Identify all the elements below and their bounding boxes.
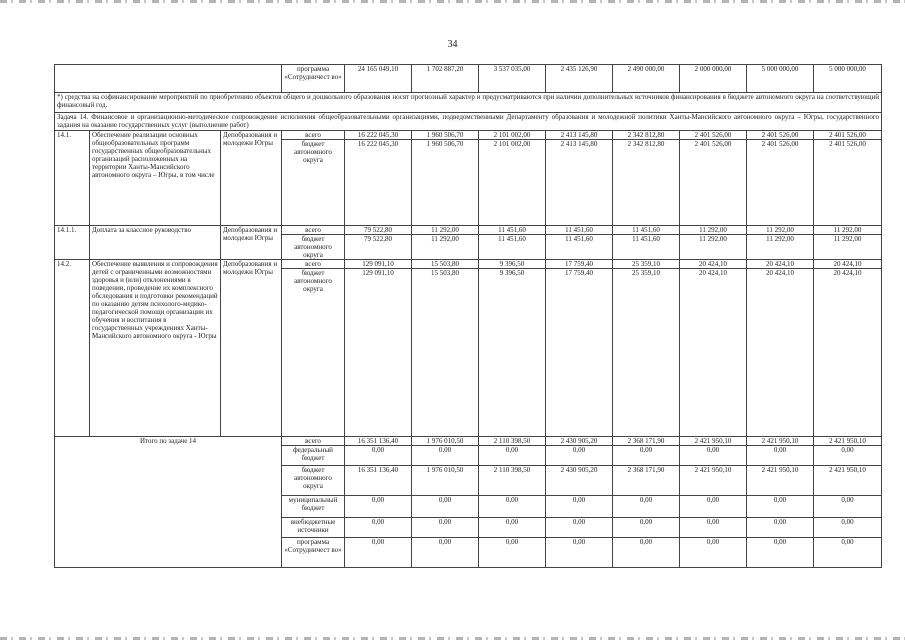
value-cell: 0,00 — [814, 538, 882, 568]
source-cell: всего — [282, 131, 345, 140]
value-cell: 0,00 — [412, 518, 479, 538]
table-body — [55, 65, 882, 568]
scan-artifact-top — [0, 0, 905, 3]
value-cell: 11 292,00 — [412, 235, 479, 260]
value-cell: 20 424,10 — [680, 269, 747, 437]
value-cell: 0,00 — [546, 496, 613, 518]
value-cell: 11 292,00 — [412, 226, 479, 235]
value-cell: 2 401 526,00 — [680, 140, 747, 226]
value-cell: 5 000 000,00 — [814, 65, 882, 93]
source-cell: всего — [282, 226, 345, 235]
source-cell: внебюджетные источники — [282, 518, 345, 538]
value-cell: 2 101 002,00 — [479, 131, 546, 140]
value-cell: 0,00 — [613, 538, 680, 568]
value-cell: 11 292,00 — [747, 226, 814, 235]
value-cell: 2 342 812,80 — [613, 131, 680, 140]
value-cell: 0,00 — [345, 496, 412, 518]
table-row — [55, 65, 882, 93]
value-cell: 20 424,10 — [814, 260, 882, 269]
value-cell: 0,00 — [680, 496, 747, 518]
measure-title: Обеспечение выявления и сопровождения детей с ограниченными возможностями здоровья и (или) отклонениями в поведении, проведение их комплексного обследования и подготовки рекомендаций по оказанию детям психолого-медико-педагогической помощи организации их обучения и воспитания в государственных учреждениях Ханты-Мансийского автономного округа - Югры — [90, 260, 221, 437]
value-cell: 11 451,60 — [613, 235, 680, 260]
value-cell: 15 503,80 — [412, 269, 479, 437]
measure-title: Обеспечение реализации основных общеобразовательных программ государственных общеобразовательных организаций расположенных на территории Ханты-Мансийского автономного округа – Югры, в том числе — [90, 131, 221, 226]
value-cell: 0,00 — [613, 446, 680, 466]
value-cell: 2 368 171,90 — [613, 466, 680, 496]
value-cell: 17 759,40 — [546, 269, 613, 437]
value-cell: 2 421 950,10 — [680, 437, 747, 446]
value-cell: 0,00 — [680, 518, 747, 538]
value-cell: 2 430 905,20 — [546, 437, 613, 446]
source-cell: бюджет автономного округа — [282, 269, 345, 437]
table-row — [55, 437, 882, 446]
value-cell: 0,00 — [747, 496, 814, 518]
value-cell: 20 424,10 — [747, 260, 814, 269]
value-cell: 79 522,80 — [345, 226, 412, 235]
value-cell: 2 421 950,10 — [747, 466, 814, 496]
value-cell: 20 424,10 — [814, 269, 882, 437]
table-row — [55, 113, 882, 131]
value-cell: 20 424,10 — [747, 269, 814, 437]
value-cell: 2 101 002,00 — [479, 140, 546, 226]
value-cell: 0,00 — [412, 446, 479, 466]
value-cell: 5 000 000,00 — [747, 65, 814, 93]
source-cell: программа «Сотрудничест во» — [282, 65, 345, 93]
value-cell: 15 503,80 — [412, 260, 479, 269]
value-cell: 0,00 — [814, 446, 882, 466]
source-cell: всего — [282, 260, 345, 269]
value-cell: 11 451,60 — [546, 235, 613, 260]
value-cell: 0,00 — [747, 518, 814, 538]
value-cell: 25 359,10 — [613, 269, 680, 437]
value-cell: 11 292,00 — [680, 226, 747, 235]
source-cell: муниципальный бюджет — [282, 496, 345, 518]
value-cell: 0,00 — [814, 518, 882, 538]
value-cell: 16 222 045,30 — [345, 131, 412, 140]
value-cell: 11 292,00 — [680, 235, 747, 260]
value-cell: 129 091,10 — [345, 269, 412, 437]
value-cell: 2 401 526,00 — [814, 131, 882, 140]
value-cell: 2 401 526,00 — [747, 140, 814, 226]
source-cell: федеральный бюджет — [282, 446, 345, 466]
source-cell: бюджет автономного округа — [282, 235, 345, 260]
value-cell: 0,00 — [613, 518, 680, 538]
value-cell: 11 292,00 — [747, 235, 814, 260]
value-cell: 0,00 — [747, 446, 814, 466]
value-cell: 16 222 045,30 — [345, 140, 412, 226]
task-header: Задача 14. Финансовое и организационно-методическое сопровождение исполнения общеобразовательными организациями, подведомственными Департаменту образования и молодежной политики Ханты-Мансийского автономного округа – Югры, государственного задания на оказание государственных услуг (выполнение работ) — [55, 113, 882, 131]
value-cell: 2 110 398,50 — [479, 466, 546, 496]
value-cell: 2 000 000,00 — [680, 65, 747, 93]
value-cell: 0,00 — [546, 538, 613, 568]
value-cell: 79 522,80 — [345, 235, 412, 260]
value-cell: 2 342 812,80 — [613, 140, 680, 226]
value-cell: 0,00 — [613, 496, 680, 518]
value-cell: 2 430 905,20 — [546, 466, 613, 496]
table-row — [55, 260, 882, 269]
value-cell: 2 421 950,10 — [747, 437, 814, 446]
value-cell: 1 976 010,50 — [412, 437, 479, 446]
value-cell: 25 359,10 — [613, 260, 680, 269]
source-cell: бюджет автономного округа — [282, 466, 345, 496]
table-row — [55, 226, 882, 235]
value-cell: 2 413 145,80 — [546, 131, 613, 140]
value-cell: 2 490 000,00 — [613, 65, 680, 93]
value-cell: 16 351 136,40 — [345, 437, 412, 446]
table-row — [55, 131, 882, 140]
footnote: *) средства на софинансирование мероприятий по приобретению объектов общего и дошкольного образования носят прогнозный характер и предусматриваются при наличии дополнительных источников финансирования в бюджете автономного округа на соответствующий финансовый год. — [55, 93, 882, 113]
value-cell: 0,00 — [479, 538, 546, 568]
value-cell: 2 401 526,00 — [814, 140, 882, 226]
value-cell: 0,00 — [680, 446, 747, 466]
value-cell: 11 451,60 — [546, 226, 613, 235]
value-cell: 0,00 — [747, 538, 814, 568]
value-cell: 2 110 398,50 — [479, 437, 546, 446]
value-cell: 1 960 506,70 — [412, 131, 479, 140]
page-number: 34 — [447, 39, 458, 50]
executor: Депобразования и молодежи Югры — [221, 226, 282, 260]
value-cell: 1 702 887,20 — [412, 65, 479, 93]
executor: Депобразования и молодежи Югры — [221, 260, 282, 437]
value-cell: 2 421 950,10 — [680, 466, 747, 496]
value-cell: 2 421 950,10 — [814, 466, 882, 496]
value-cell: 1 976 010,50 — [412, 466, 479, 496]
value-cell: 0,00 — [345, 538, 412, 568]
value-cell: 0,00 — [546, 446, 613, 466]
value-cell: 2 401 526,00 — [747, 131, 814, 140]
value-cell: 0,00 — [479, 518, 546, 538]
value-cell: 1 960 506,70 — [412, 140, 479, 226]
value-cell: 0,00 — [479, 496, 546, 518]
value-cell: 3 537 035,00 — [479, 65, 546, 93]
totals-label: Итого по задаче 14 — [55, 437, 282, 568]
value-cell: 0,00 — [479, 446, 546, 466]
value-cell: 129 091,10 — [345, 260, 412, 269]
value-cell: 16 351 136,40 — [345, 466, 412, 496]
budget-table — [54, 64, 882, 568]
source-cell: программа «Сотрудничест во» — [282, 538, 345, 568]
value-cell: 0,00 — [680, 538, 747, 568]
value-cell: 0,00 — [546, 518, 613, 538]
value-cell: 11 451,60 — [479, 235, 546, 260]
value-cell: 20 424,10 — [680, 260, 747, 269]
source-cell: бюджет автономного округа — [282, 140, 345, 226]
value-cell: 11 292,00 — [814, 235, 882, 260]
value-cell: 9 396,50 — [479, 269, 546, 437]
value-cell: 17 759,40 — [546, 260, 613, 269]
value-cell: 2 401 526,00 — [680, 131, 747, 140]
measure-title: Доплата за классное руководство — [90, 226, 221, 260]
source-cell: всего — [282, 437, 345, 446]
value-cell: 2 368 171,90 — [613, 437, 680, 446]
value-cell: 2 421 950,10 — [814, 437, 882, 446]
value-cell: 0,00 — [345, 446, 412, 466]
value-cell: 11 292,00 — [814, 226, 882, 235]
value-cell: 0,00 — [814, 496, 882, 518]
value-cell: 11 451,60 — [613, 226, 680, 235]
value-cell: 24 165 049,10 — [345, 65, 412, 93]
table-row — [55, 93, 882, 113]
executor: Депобразования и молодежи Югры — [221, 131, 282, 226]
value-cell: 9 396,50 — [479, 260, 546, 269]
value-cell: 0,00 — [412, 538, 479, 568]
value-cell: 2 413 145,80 — [546, 140, 613, 226]
value-cell: 0,00 — [412, 496, 479, 518]
row-number: 14.1. — [55, 131, 90, 226]
row-number: 14.1.1. — [55, 226, 90, 260]
value-cell: 0,00 — [345, 518, 412, 538]
empty-cell — [55, 65, 282, 93]
row-number: 14.2. — [55, 260, 90, 437]
value-cell: 11 451,60 — [479, 226, 546, 235]
value-cell: 2 435 126,90 — [546, 65, 613, 93]
